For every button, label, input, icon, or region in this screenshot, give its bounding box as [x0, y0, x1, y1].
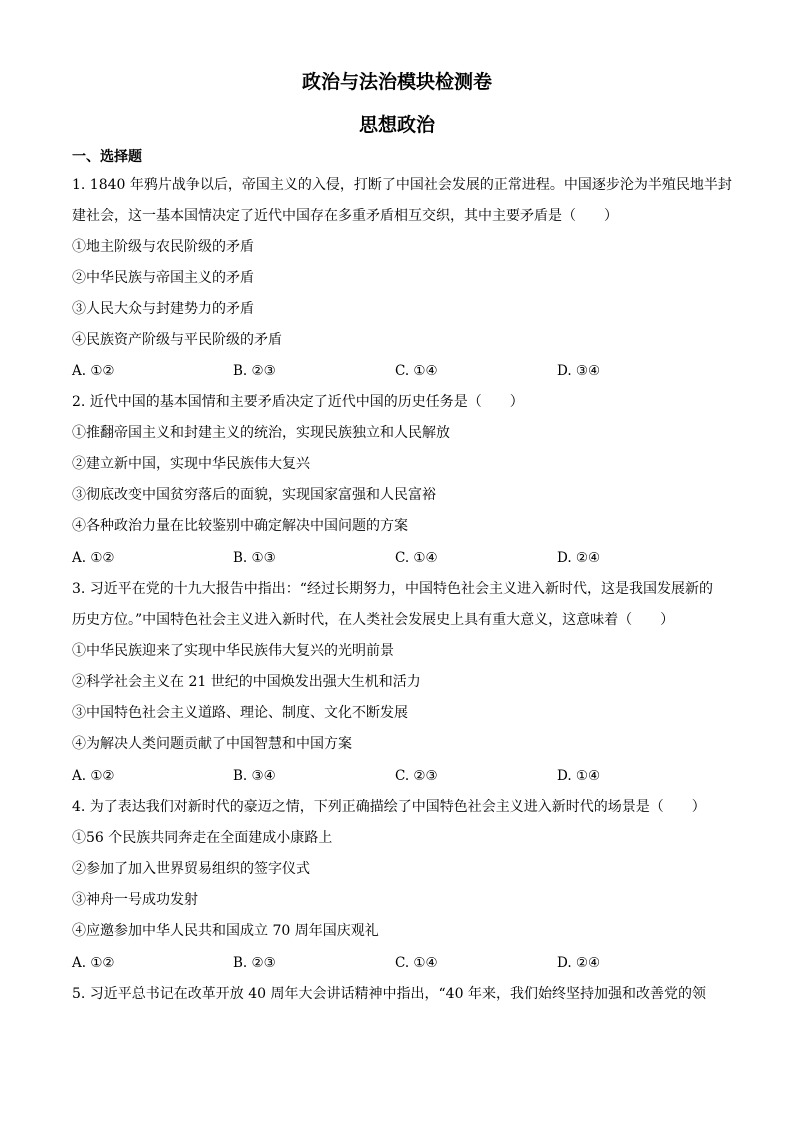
question-1-item-2: ②中华民族与帝国主义的矛盾	[72, 270, 254, 286]
question-2-item-1: ①推翻帝国主义和封建主义的统治，实现民族独立和人民解放	[72, 425, 450, 441]
question-3-stem-line-2: 历史方位。”中国特色社会主义进入新时代，在人类社会发展史上具有重大意义，这意味着（ ）	[72, 612, 675, 628]
question-4-option-c[interactable]: C. ①④	[395, 955, 438, 971]
question-4-option-b[interactable]: B. ②③	[233, 955, 276, 971]
question-4-item-1: ①56 个民族共同奔走在全面建成小康路上	[72, 830, 333, 846]
question-1-option-c[interactable]: C. ①④	[395, 363, 438, 379]
question-2-item-2: ②建立新中国，实现中华民族伟大复兴	[72, 456, 310, 472]
page-subtitle: 思想政治	[358, 114, 435, 136]
question-4-item-2: ②参加了加入世界贸易组织的签字仪式	[72, 861, 310, 877]
question-5-stem-line-1: 5. 习近平总书记在改革开放 40 周年大会讲话精神中指出，“40 年来，我们始终坚持加强和改善党的领	[72, 986, 706, 1002]
question-4-item-3: ③神舟一号成功发射	[72, 892, 198, 908]
question-1-stem-line-2: 建社会，这一基本国情决定了近代中国存在多重矛盾相互交织，其中主要矛盾是（ ）	[72, 208, 618, 224]
question-3-item-4: ④为解决人类问题贡献了中国智慧和中国方案	[72, 736, 352, 752]
question-2-option-b[interactable]: B. ①③	[233, 550, 276, 566]
question-4-stem-line-1: 4. 为了表达我们对新时代的豪迈之情，下列正确描绘了中国特色社会主义进入新时代的场景是（ ）	[72, 799, 706, 815]
question-3-item-3: ③中国特色社会主义道路、理论、制度、文化不断发展	[72, 705, 408, 721]
question-4-options	[72, 954, 722, 972]
question-3-stem-line-1: 3. 习近平在党的十九大报告中指出：“经过长期努力，中国特色社会主义进入新时代，这是我国发展新的	[72, 581, 713, 597]
question-3-item-1: ①中华民族迎来了实现中华民族伟大复兴的光明前景	[72, 643, 394, 659]
question-2-options	[72, 549, 722, 567]
question-2-item-3: ③彻底改变中国贫穷落后的面貌，实现国家富强和人民富裕	[72, 487, 436, 503]
question-1-item-1: ①地主阶级与农民阶级的矛盾	[72, 239, 254, 255]
question-4-item-4: ④应邀参加中华人民共和国成立 70 周年国庆观礼	[72, 923, 379, 939]
question-1-item-3: ③人民大众与封建势力的矛盾	[72, 301, 254, 317]
question-1-option-a[interactable]: A. ①②	[72, 363, 115, 379]
question-2-option-a[interactable]: A. ①②	[72, 550, 115, 566]
question-3-options	[72, 767, 722, 785]
question-1-item-4: ④民族资产阶级与平民阶级的矛盾	[72, 332, 282, 348]
question-1-stem-line-1: 1. 1840 年鸦片战争以后，帝国主义的入侵，打断了中国社会发展的正常进程。中国逐步沦为半殖民地半封	[72, 177, 732, 193]
question-1-option-d[interactable]: D. ③④	[557, 363, 601, 379]
section-title: 一、选择题	[72, 149, 142, 165]
question-3-option-c[interactable]: C. ②③	[395, 768, 438, 784]
question-3-option-b[interactable]: B. ③④	[233, 768, 276, 784]
question-1-option-b[interactable]: B. ②③	[233, 363, 276, 379]
question-2-option-d[interactable]: D. ②④	[557, 550, 601, 566]
question-2-stem-line-1: 2. 近代中国的基本国情和主要矛盾决定了近代中国的历史任务是（ ）	[72, 394, 524, 410]
question-1-options	[72, 362, 722, 380]
page-title: 政治与法治模块检测卷	[301, 71, 492, 93]
question-4-option-a[interactable]: A. ①②	[72, 955, 115, 971]
question-2-option-c[interactable]: C. ①④	[395, 550, 438, 566]
question-4-option-d[interactable]: D. ②④	[557, 955, 601, 971]
question-2-item-4: ④各种政治力量在比较鉴别中确定解决中国问题的方案	[72, 518, 408, 534]
question-3-item-2: ②科学社会主义在 21 世纪的中国焕发出强大生机和活力	[72, 674, 421, 690]
question-3-option-d[interactable]: D. ①④	[557, 768, 601, 784]
question-3-option-a[interactable]: A. ①②	[72, 768, 115, 784]
